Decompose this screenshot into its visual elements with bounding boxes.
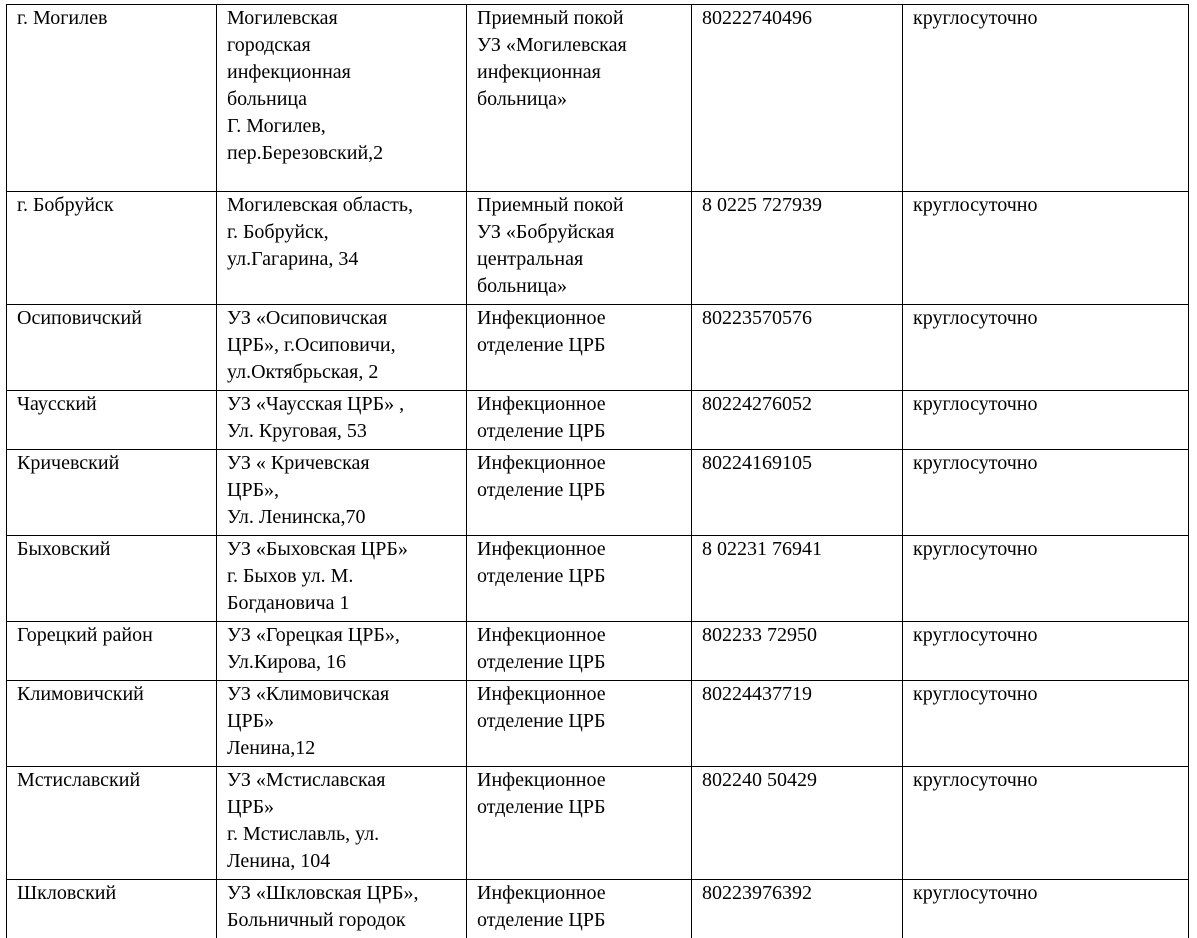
facility-cell: УЗ «Чаусская ЦРБ» , Ул. Круговая, 53 [217, 391, 467, 450]
phone-cell: 8 0225 727939 [692, 192, 903, 305]
table-row [7, 450, 1189, 536]
phone-cell: 80224169105 [692, 450, 903, 536]
hours-cell: круглосуточно [903, 391, 1189, 450]
department-cell: Инфекционное отделение ЦРБ [467, 622, 692, 681]
table-row [7, 681, 1189, 767]
facility-cell: УЗ «Климовичская ЦРБ» Ленина,12 [217, 681, 467, 767]
district-cell: Климовичский [7, 681, 217, 767]
phone-cell: 80224437719 [692, 681, 903, 767]
table-row [7, 880, 1189, 938]
department-cell: Инфекционное отделение ЦРБ [467, 681, 692, 767]
district-cell: г. Могилев [7, 5, 217, 192]
facility-cell: УЗ « Кричевская ЦРБ», Ул. Ленинска,70 [217, 450, 467, 536]
table-row [7, 536, 1189, 622]
department-cell: Инфекционное отделение ЦРБ [467, 450, 692, 536]
district-cell: Шкловский [7, 880, 217, 938]
district-cell: Осиповичский [7, 305, 217, 391]
department-cell: Приемный покой УЗ «Могилевская инфекционная больница» [467, 5, 692, 192]
hospital-contacts-table [6, 4, 1189, 938]
district-cell: Мстиславский [7, 767, 217, 880]
hours-cell: круглосуточно [903, 681, 1189, 767]
hours-cell: круглосуточно [903, 450, 1189, 536]
district-cell: г. Бобруйск [7, 192, 217, 305]
phone-cell: 80223976392 [692, 880, 903, 938]
phone-cell: 80224276052 [692, 391, 903, 450]
table-row [7, 5, 1189, 192]
department-cell: Инфекционное отделение ЦРБ [467, 767, 692, 880]
department-cell: Инфекционное отделение ЦРБ [467, 880, 692, 938]
hours-cell: круглосуточно [903, 880, 1189, 938]
table-row [7, 391, 1189, 450]
department-cell: Приемный покой УЗ «Бобруйская центральная больница» [467, 192, 692, 305]
department-cell: Инфекционное отделение ЦРБ [467, 391, 692, 450]
facility-cell: Могилевская городская инфекционная больница Г. Могилев, пер.Березовский,2 [217, 5, 467, 192]
district-cell: Быховский [7, 536, 217, 622]
facility-cell: УЗ «Осиповичская ЦРБ», г.Осиповичи, ул.Октябрьская, 2 [217, 305, 467, 391]
table-row [7, 192, 1189, 305]
table-row [7, 622, 1189, 681]
facility-cell: УЗ «Горецкая ЦРБ», Ул.Кирова, 16 [217, 622, 467, 681]
department-cell: Инфекционное отделение ЦРБ [467, 536, 692, 622]
hours-cell: круглосуточно [903, 767, 1189, 880]
facility-cell: УЗ «Мстиславская ЦРБ» г. Мстиславль, ул. Ленина, 104 [217, 767, 467, 880]
facility-cell: УЗ «Шкловская ЦРБ», Больничный городок [217, 880, 467, 938]
hours-cell: круглосуточно [903, 192, 1189, 305]
phone-cell: 802233 72950 [692, 622, 903, 681]
hours-cell: круглосуточно [903, 536, 1189, 622]
hours-cell: круглосуточно [903, 305, 1189, 391]
phone-cell: 8 02231 76941 [692, 536, 903, 622]
department-cell: Инфекционное отделение ЦРБ [467, 305, 692, 391]
hours-cell: круглосуточно [903, 5, 1189, 192]
district-cell: Чаусский [7, 391, 217, 450]
table-row [7, 305, 1189, 391]
phone-cell: 80223570576 [692, 305, 903, 391]
phone-cell: 802240 50429 [692, 767, 903, 880]
district-cell: Горецкий район [7, 622, 217, 681]
facility-cell: УЗ «Быховская ЦРБ» г. Быхов ул. М. Богдановича 1 [217, 536, 467, 622]
table-row [7, 767, 1189, 880]
phone-cell: 80222740496 [692, 5, 903, 192]
hours-cell: круглосуточно [903, 622, 1189, 681]
facility-cell: Могилевская область, г. Бобруйск, ул.Гагарина, 34 [217, 192, 467, 305]
district-cell: Кричевский [7, 450, 217, 536]
